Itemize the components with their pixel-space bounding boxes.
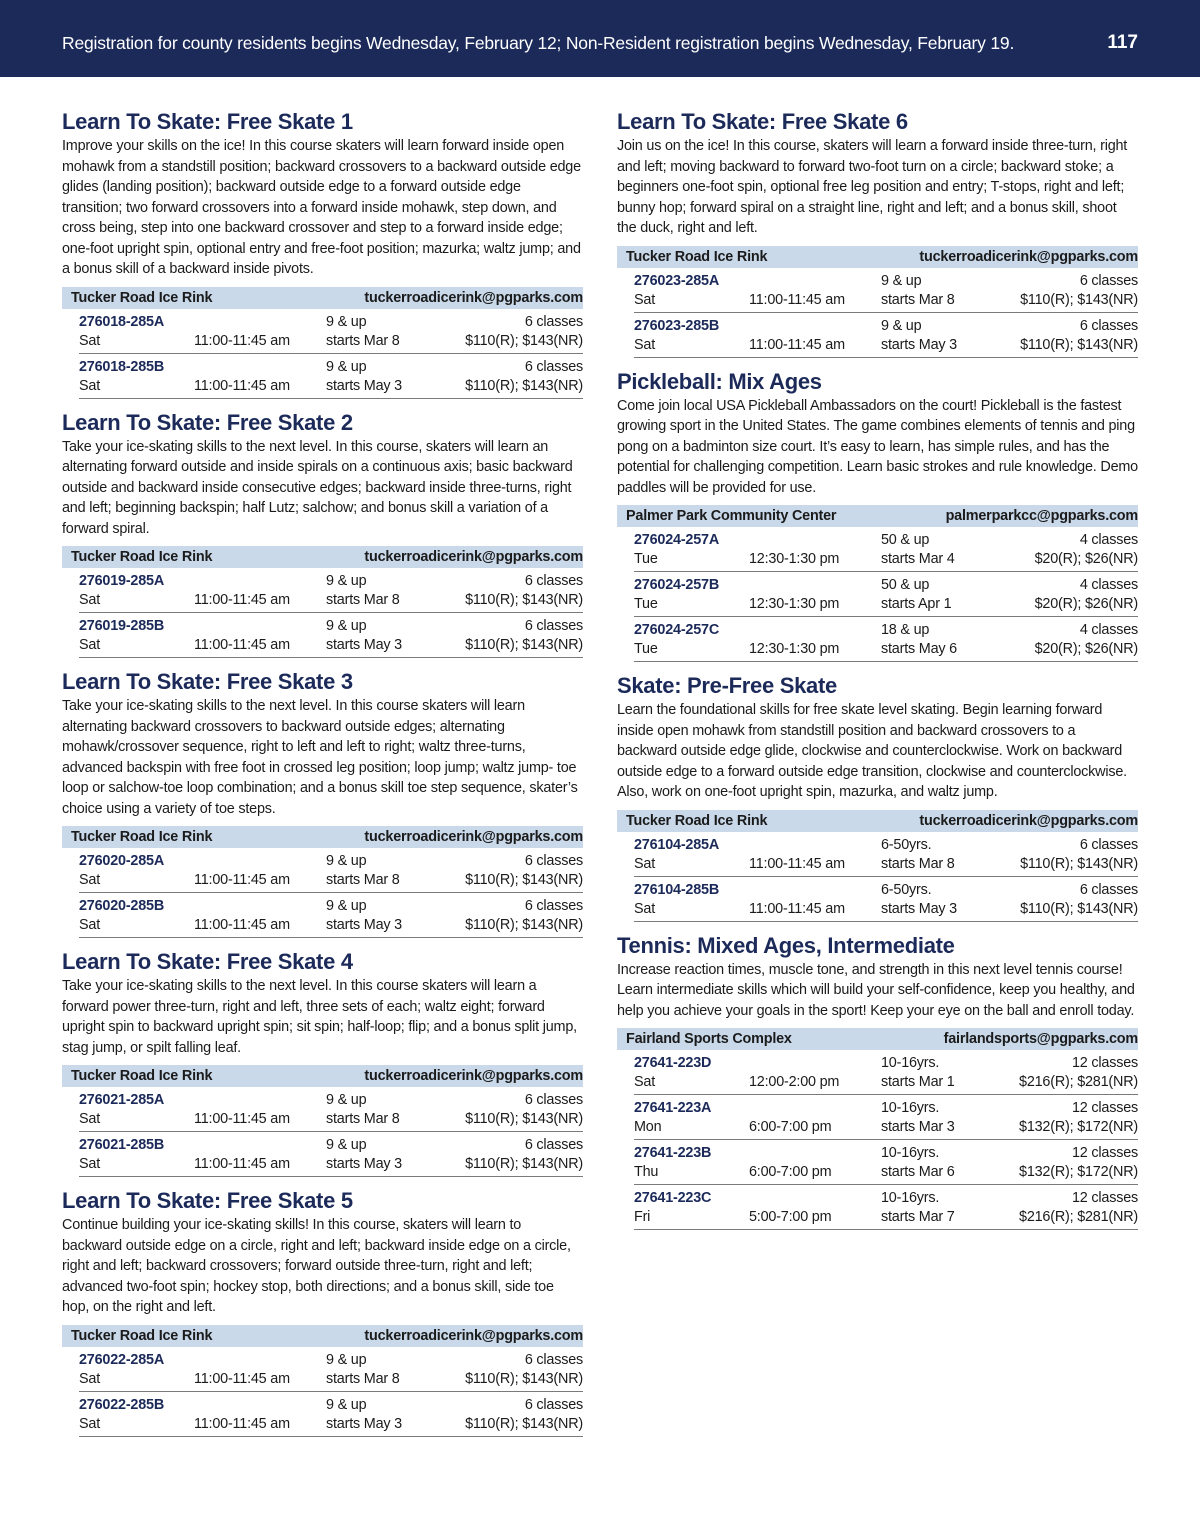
class-row (79, 613, 583, 658)
class-row (79, 1087, 583, 1132)
class-day: Sat (79, 592, 101, 608)
class-day: Sat (634, 900, 656, 917)
course-section (62, 668, 583, 938)
class-fee: $110(R); $143(NR) (465, 332, 583, 349)
class-row (79, 354, 583, 399)
class-day: Sat (79, 1156, 101, 1172)
class-age: 9 & up (881, 272, 922, 289)
class-fee: $20(R); $26(NR) (1034, 551, 1138, 567)
class-time: 11:00-11:45 am (194, 1111, 290, 1127)
location-name: Tucker Road Ice Rink (71, 829, 213, 845)
class-start: starts May 3 (326, 1156, 402, 1172)
class-code: 276022-285B (79, 1396, 165, 1413)
class-day: Sat (634, 291, 656, 308)
class-day: Sat (79, 872, 101, 888)
location-name: Tucker Road Ice Rink (71, 1327, 213, 1344)
class-time: 6:00-7:00 pm (749, 1164, 832, 1180)
class-fee: $110(R); $143(NR) (465, 1156, 583, 1172)
class-count: 6 classes (524, 1396, 583, 1413)
class-day: Sat (79, 377, 101, 394)
course-section (62, 1187, 583, 1437)
class-row (79, 1132, 583, 1177)
class-row (634, 527, 1138, 572)
class-start: starts May 3 (326, 637, 402, 653)
class-count: 12 classes (1072, 1145, 1138, 1161)
class-age: 9 & up (326, 1396, 367, 1413)
class-time: 11:00-11:45 am (194, 592, 290, 608)
class-count: 6 classes (524, 618, 583, 634)
class-fee: $110(R); $143(NR) (465, 1111, 583, 1127)
class-age: 9 & up (326, 358, 367, 375)
right-column (617, 108, 1138, 1240)
class-start: starts May 6 (881, 641, 957, 657)
class-start: starts Mar 1 (881, 1074, 955, 1090)
class-age: 9 & up (326, 313, 367, 330)
class-row (634, 1185, 1138, 1230)
location-bar (617, 246, 1138, 268)
left-column (62, 108, 583, 1447)
location-name: Tucker Road Ice Rink (71, 549, 213, 565)
class-count: 6 classes (1079, 272, 1138, 289)
location-email[interactable]: tuckerroadicerink@pgparks.com (364, 1068, 583, 1084)
class-code: 276104-285B (634, 881, 720, 898)
class-code: 276024-257C (634, 622, 720, 638)
class-fee: $110(R); $143(NR) (465, 592, 583, 608)
location-name: Tucker Road Ice Rink (71, 1068, 213, 1084)
class-code: 276018-285A (79, 313, 165, 330)
class-age: 9 & up (326, 1092, 367, 1108)
class-count: 6 classes (524, 1351, 583, 1368)
class-code: 276023-285B (634, 317, 720, 334)
course-section (617, 108, 1138, 358)
class-row (79, 309, 583, 354)
class-time: 11:00-11:45 am (194, 917, 290, 933)
page-number: 117 (1107, 32, 1138, 53)
class-start: starts May 3 (881, 336, 957, 353)
class-code: 27641-223A (634, 1100, 712, 1116)
class-time: 11:00-11:45 am (194, 377, 290, 394)
class-time: 11:00-11:45 am (749, 900, 845, 917)
class-day: Sat (79, 332, 101, 349)
class-code: 27641-223D (634, 1055, 712, 1071)
class-time: 11:00-11:45 am (749, 291, 845, 308)
class-age: 9 & up (881, 317, 922, 334)
class-count: 6 classes (524, 313, 583, 330)
class-age: 10-16yrs. (881, 1100, 940, 1116)
class-age: 10-16yrs. (881, 1145, 940, 1161)
class-code: 276022-285A (79, 1351, 165, 1368)
class-age: 9 & up (326, 573, 367, 589)
class-start: starts Mar 8 (326, 332, 400, 349)
class-row (634, 832, 1138, 877)
class-age: 6-50yrs. (881, 836, 932, 853)
course-description: Learn the foundational skills for free skate level skating. Begin learning forward inside open mohawk from standstill position and backward crossovers to a backward outside edge glide, clockwise and counterclockwise. Work on backward outside edge to a forward outside edge transition, clockwise and counterclockwise. Also, work on one-foot upright spin, mazurka, and waltz jump. (617, 702, 1127, 800)
class-age: 9 & up (326, 1137, 367, 1153)
class-count: 6 classes (524, 1092, 583, 1108)
location-bar (62, 826, 583, 848)
class-time: 12:30-1:30 pm (749, 596, 840, 612)
course-section (617, 672, 1138, 922)
location-bar (62, 546, 583, 568)
class-fee: $110(R); $143(NR) (465, 1370, 583, 1387)
location-bar (62, 1065, 583, 1087)
class-start: starts Mar 8 (326, 1111, 400, 1127)
class-code: 27641-223C (634, 1190, 712, 1206)
class-fee: $216(R); $281(NR) (1019, 1074, 1138, 1090)
class-start: starts Apr 1 (881, 596, 952, 612)
class-count: 6 classes (1079, 836, 1138, 853)
class-start: starts Mar 6 (881, 1164, 955, 1180)
class-start: starts Mar 3 (881, 1119, 955, 1135)
class-fee: $110(R); $143(NR) (465, 377, 583, 394)
class-age: 6-50yrs. (881, 881, 932, 898)
class-row (634, 1095, 1138, 1140)
class-count: 4 classes (1079, 577, 1138, 593)
class-count: 4 classes (1079, 622, 1138, 638)
class-time: 11:00-11:45 am (749, 855, 845, 872)
class-start: starts Mar 8 (326, 592, 400, 608)
class-day: Fri (634, 1209, 651, 1225)
location-email[interactable]: tuckerroadicerink@pgparks.com (364, 1327, 583, 1344)
course-description: Improve your skills on the ice! In this course skaters will learn forward inside open mohawk from a standstill position; backward crossovers to a backward outside edge glides (landing position); backward outside edge to a forward outside edge transition; two forward crossovers into a forward inside mohawk, step down, and cross being, step into one backward crossover and step to a forward inside edge; one-foot upright spin, optional entry and free-foot position; mazurka; waltz jump; and a bonus skill of a backward inside pivots. (62, 138, 581, 277)
class-day: Sat (634, 855, 656, 872)
class-fee: $132(R); $172(NR) (1019, 1119, 1138, 1135)
class-fee: $216(R); $281(NR) (1019, 1209, 1138, 1225)
class-day: Mon (634, 1119, 662, 1135)
location-bar (617, 505, 1138, 527)
class-time: 11:00-11:45 am (749, 336, 845, 353)
location-email[interactable]: fairlandsports@pgparks.com (943, 1031, 1138, 1047)
course-description: Take your ice-skating skills to the next level. In this course, skaters will learn an alternating forward outside and inside spirals on a continuous axis; basic backward outside and backward inside consecutive edges; backward inside three-turns, right and left; beginning backspin; half Lutz; salchow; and bonus skill a variation of a forward spiral. (62, 438, 573, 537)
course-title: Learn To Skate: Free Skate 1 (62, 109, 353, 134)
class-start: starts Mar 8 (881, 855, 955, 872)
class-code: 27641-223B (634, 1145, 712, 1161)
class-fee: $110(R); $143(NR) (465, 637, 583, 653)
class-start: starts May 3 (881, 900, 957, 917)
location-name: Palmer Park Community Center (626, 508, 837, 524)
class-count: 6 classes (524, 853, 583, 869)
class-fee: $20(R); $26(NR) (1034, 596, 1138, 612)
class-count: 6 classes (524, 358, 583, 375)
course-section (62, 948, 583, 1177)
location-email[interactable]: tuckerroadicerink@pgparks.com (364, 289, 583, 306)
location-bar (62, 1325, 583, 1347)
class-day: Sat (79, 917, 101, 933)
class-time: 6:00-7:00 pm (749, 1119, 832, 1135)
course-title: Pickleball: Mix Ages (617, 368, 822, 394)
location-email[interactable]: palmerparkcc@pgparks.com (945, 508, 1138, 524)
class-count: 4 classes (1079, 532, 1138, 548)
class-code: 276104-285A (634, 836, 720, 853)
location-email[interactable]: tuckerroadicerink@pgparks.com (364, 829, 583, 845)
class-row (79, 568, 583, 613)
location-email[interactable]: tuckerroadicerink@pgparks.com (364, 549, 583, 565)
class-time: 5:00-7:00 pm (749, 1209, 832, 1225)
class-age: 9 & up (326, 898, 367, 914)
class-code: 276023-285A (634, 272, 720, 289)
location-email[interactable]: tuckerroadicerink@pgparks.com (919, 812, 1138, 829)
course-title: Learn To Skate: Free Skate 6 (617, 109, 908, 134)
class-count: 6 classes (524, 1137, 583, 1153)
location-name: Tucker Road Ice Rink (626, 812, 768, 829)
class-start: starts May 3 (326, 917, 402, 933)
class-day: Sat (79, 637, 101, 653)
registration-notice: Registration for county residents begins Wednesday, February 12; Non-Resident registration begins Wednesday, February 19. (62, 33, 1015, 53)
location-name: Fairland Sports Complex (626, 1031, 792, 1047)
class-time: 11:00-11:45 am (194, 1415, 290, 1432)
class-code: 276024-257A (634, 532, 720, 548)
header-banner (0, 0, 1200, 77)
class-age: 9 & up (326, 853, 367, 869)
course-title: Learn To Skate: Free Skate 3 (62, 669, 353, 694)
class-fee: $132(R); $172(NR) (1019, 1164, 1138, 1180)
class-row (634, 572, 1138, 617)
class-age: 10-16yrs. (881, 1055, 940, 1071)
class-time: 11:00-11:45 am (194, 637, 290, 653)
class-start: starts May 3 (326, 1415, 402, 1432)
class-fee: $110(R); $143(NR) (1020, 291, 1138, 308)
class-time: 12:00-2:00 pm (749, 1074, 840, 1090)
location-name: Tucker Road Ice Rink (626, 248, 768, 265)
course-title: Learn To Skate: Free Skate 4 (62, 949, 353, 974)
course-description: Join us on the ice! In this course, skaters will learn a forward inside three-turn, right and left; moving backward to forward two-foot turn on a circle; backward stoke; a beginners one-foot spin, optional free leg position and entry; T-stops, right and left; bunny hop; forward spiral on a straight line, right and left; and a bonus skill, shoot the duck, right and left. (617, 138, 1128, 236)
class-age: 50 & up (881, 532, 930, 548)
class-code: 276024-257B (634, 577, 720, 593)
course-description: Come join local USA Pickleball Ambassadors on the court! Pickleball is the fastest growing sport in the United States. The game combines elements of tennis and ping pong on a badminton size court. It’s easy to learn, has simple rules, and has the potential for challenging competition. Learn basic strokes and rule knowledge. Demo paddles will be provided for use. (617, 397, 1138, 496)
class-day: Tue (634, 641, 658, 657)
class-code: 276020-285B (79, 898, 165, 914)
class-code: 276020-285A (79, 853, 165, 869)
class-fee: $110(R); $143(NR) (1020, 900, 1138, 917)
location-bar (62, 287, 583, 309)
class-row (634, 1140, 1138, 1185)
class-count: 12 classes (1072, 1100, 1138, 1116)
class-row (79, 1392, 583, 1437)
course-title: Learn To Skate: Free Skate 5 (62, 1188, 353, 1213)
class-day: Sat (634, 336, 656, 353)
course-section (617, 368, 1138, 663)
class-age: 50 & up (881, 577, 930, 593)
course-section (62, 409, 583, 659)
class-age: 9 & up (326, 618, 367, 634)
class-day: Tue (634, 596, 658, 612)
course-title: Skate: Pre-Free Skate (617, 673, 837, 698)
class-time: 11:00-11:45 am (194, 1370, 290, 1387)
class-code: 276019-285B (79, 618, 165, 634)
class-start: starts Mar 8 (881, 291, 955, 308)
class-row (634, 617, 1138, 662)
class-row (79, 893, 583, 938)
class-code: 276021-285A (79, 1092, 165, 1108)
class-fee: $110(R); $143(NR) (1020, 336, 1138, 353)
course-description: Increase reaction times, muscle tone, and strength in this next level tennis course! Learn intermediate skills which will build your self-confidence, keep you healthy, and help you achieve your goals in the sport! Keep your eye on the ball and enroll today. (617, 961, 1135, 1019)
class-time: 12:30-1:30 pm (749, 551, 840, 567)
course-section (617, 932, 1138, 1231)
class-start: starts Mar 4 (881, 551, 955, 567)
class-time: 11:00-11:45 am (194, 332, 290, 349)
class-start: starts May 3 (326, 377, 402, 394)
course-description: Take your ice-skating skills to the next level. In this course skaters will learn a forward power three-turn, right and left, three sets of each; waltz eight; forward upright spin to backward upright spin; sit spin; half-loop; flip; and a bonus split jump, stag jump, or spilt falling leaf. (62, 978, 577, 1056)
class-fee: $110(R); $143(NR) (465, 1415, 583, 1432)
class-fee: $110(R); $143(NR) (1020, 855, 1138, 872)
course-description: Continue building your ice-skating skills! In this course, skaters will learn to backward outside edge on a circle, right and left; backward inside edge on a circle, right and left; backward crossovers; forward outside three-turn, right and left; advanced two-foot spin; hockey stop, both directions; and a bonus skill, side toe hop, on the right and left. (62, 1217, 571, 1315)
class-code: 276018-285B (79, 358, 165, 375)
class-row (634, 313, 1138, 358)
location-name: Tucker Road Ice Rink (71, 289, 213, 306)
class-count: 12 classes (1072, 1190, 1138, 1206)
class-day: Sat (79, 1415, 101, 1432)
class-age: 9 & up (326, 1351, 367, 1368)
class-count: 6 classes (524, 573, 583, 589)
location-bar (617, 1028, 1138, 1050)
class-fee: $20(R); $26(NR) (1034, 641, 1138, 657)
class-row (634, 268, 1138, 313)
class-start: starts Mar 8 (326, 872, 400, 888)
course-description: Take your ice-skating skills to the next level. In this course skaters will learn alternating backward crossovers to backward outside edges; alternating mohawk/crossover sequence, right to left and left to right; waltz three-turns, advanced backspin with free foot in crossed leg position; loop jump; waltz jump- toe loop or salchow-toe loop combination; and a bonus skill toe step sequence, skater’s choice using a variety of toe steps. (62, 698, 578, 817)
class-fee: $110(R); $143(NR) (465, 872, 583, 888)
course-title: Tennis: Mixed Ages, Intermediate (617, 932, 955, 958)
class-start: starts Mar 8 (326, 1370, 400, 1387)
class-age: 10-16yrs. (881, 1190, 940, 1206)
class-code: 276019-285A (79, 573, 165, 589)
course-section (62, 108, 583, 399)
class-age: 18 & up (881, 622, 930, 638)
class-fee: $110(R); $143(NR) (465, 917, 583, 933)
class-day: Tue (634, 551, 658, 567)
class-time: 12:30-1:30 pm (749, 641, 840, 657)
location-bar (617, 810, 1138, 832)
class-day: Sat (79, 1370, 101, 1387)
class-time: 11:00-11:45 am (194, 1156, 290, 1172)
class-count: 12 classes (1072, 1055, 1138, 1071)
class-day: Thu (634, 1164, 659, 1180)
class-count: 6 classes (1079, 881, 1138, 898)
class-row (79, 848, 583, 893)
location-email[interactable]: tuckerroadicerink@pgparks.com (919, 248, 1138, 265)
class-day: Sat (79, 1111, 101, 1127)
class-code: 276021-285B (79, 1137, 165, 1153)
class-day: Sat (634, 1074, 656, 1090)
class-time: 11:00-11:45 am (194, 872, 290, 888)
class-count: 6 classes (1079, 317, 1138, 334)
class-count: 6 classes (524, 898, 583, 914)
class-row (634, 877, 1138, 922)
course-title: Learn To Skate: Free Skate 2 (62, 409, 353, 435)
class-start: starts Mar 7 (881, 1209, 955, 1225)
class-row (634, 1050, 1138, 1095)
class-row (79, 1347, 583, 1392)
